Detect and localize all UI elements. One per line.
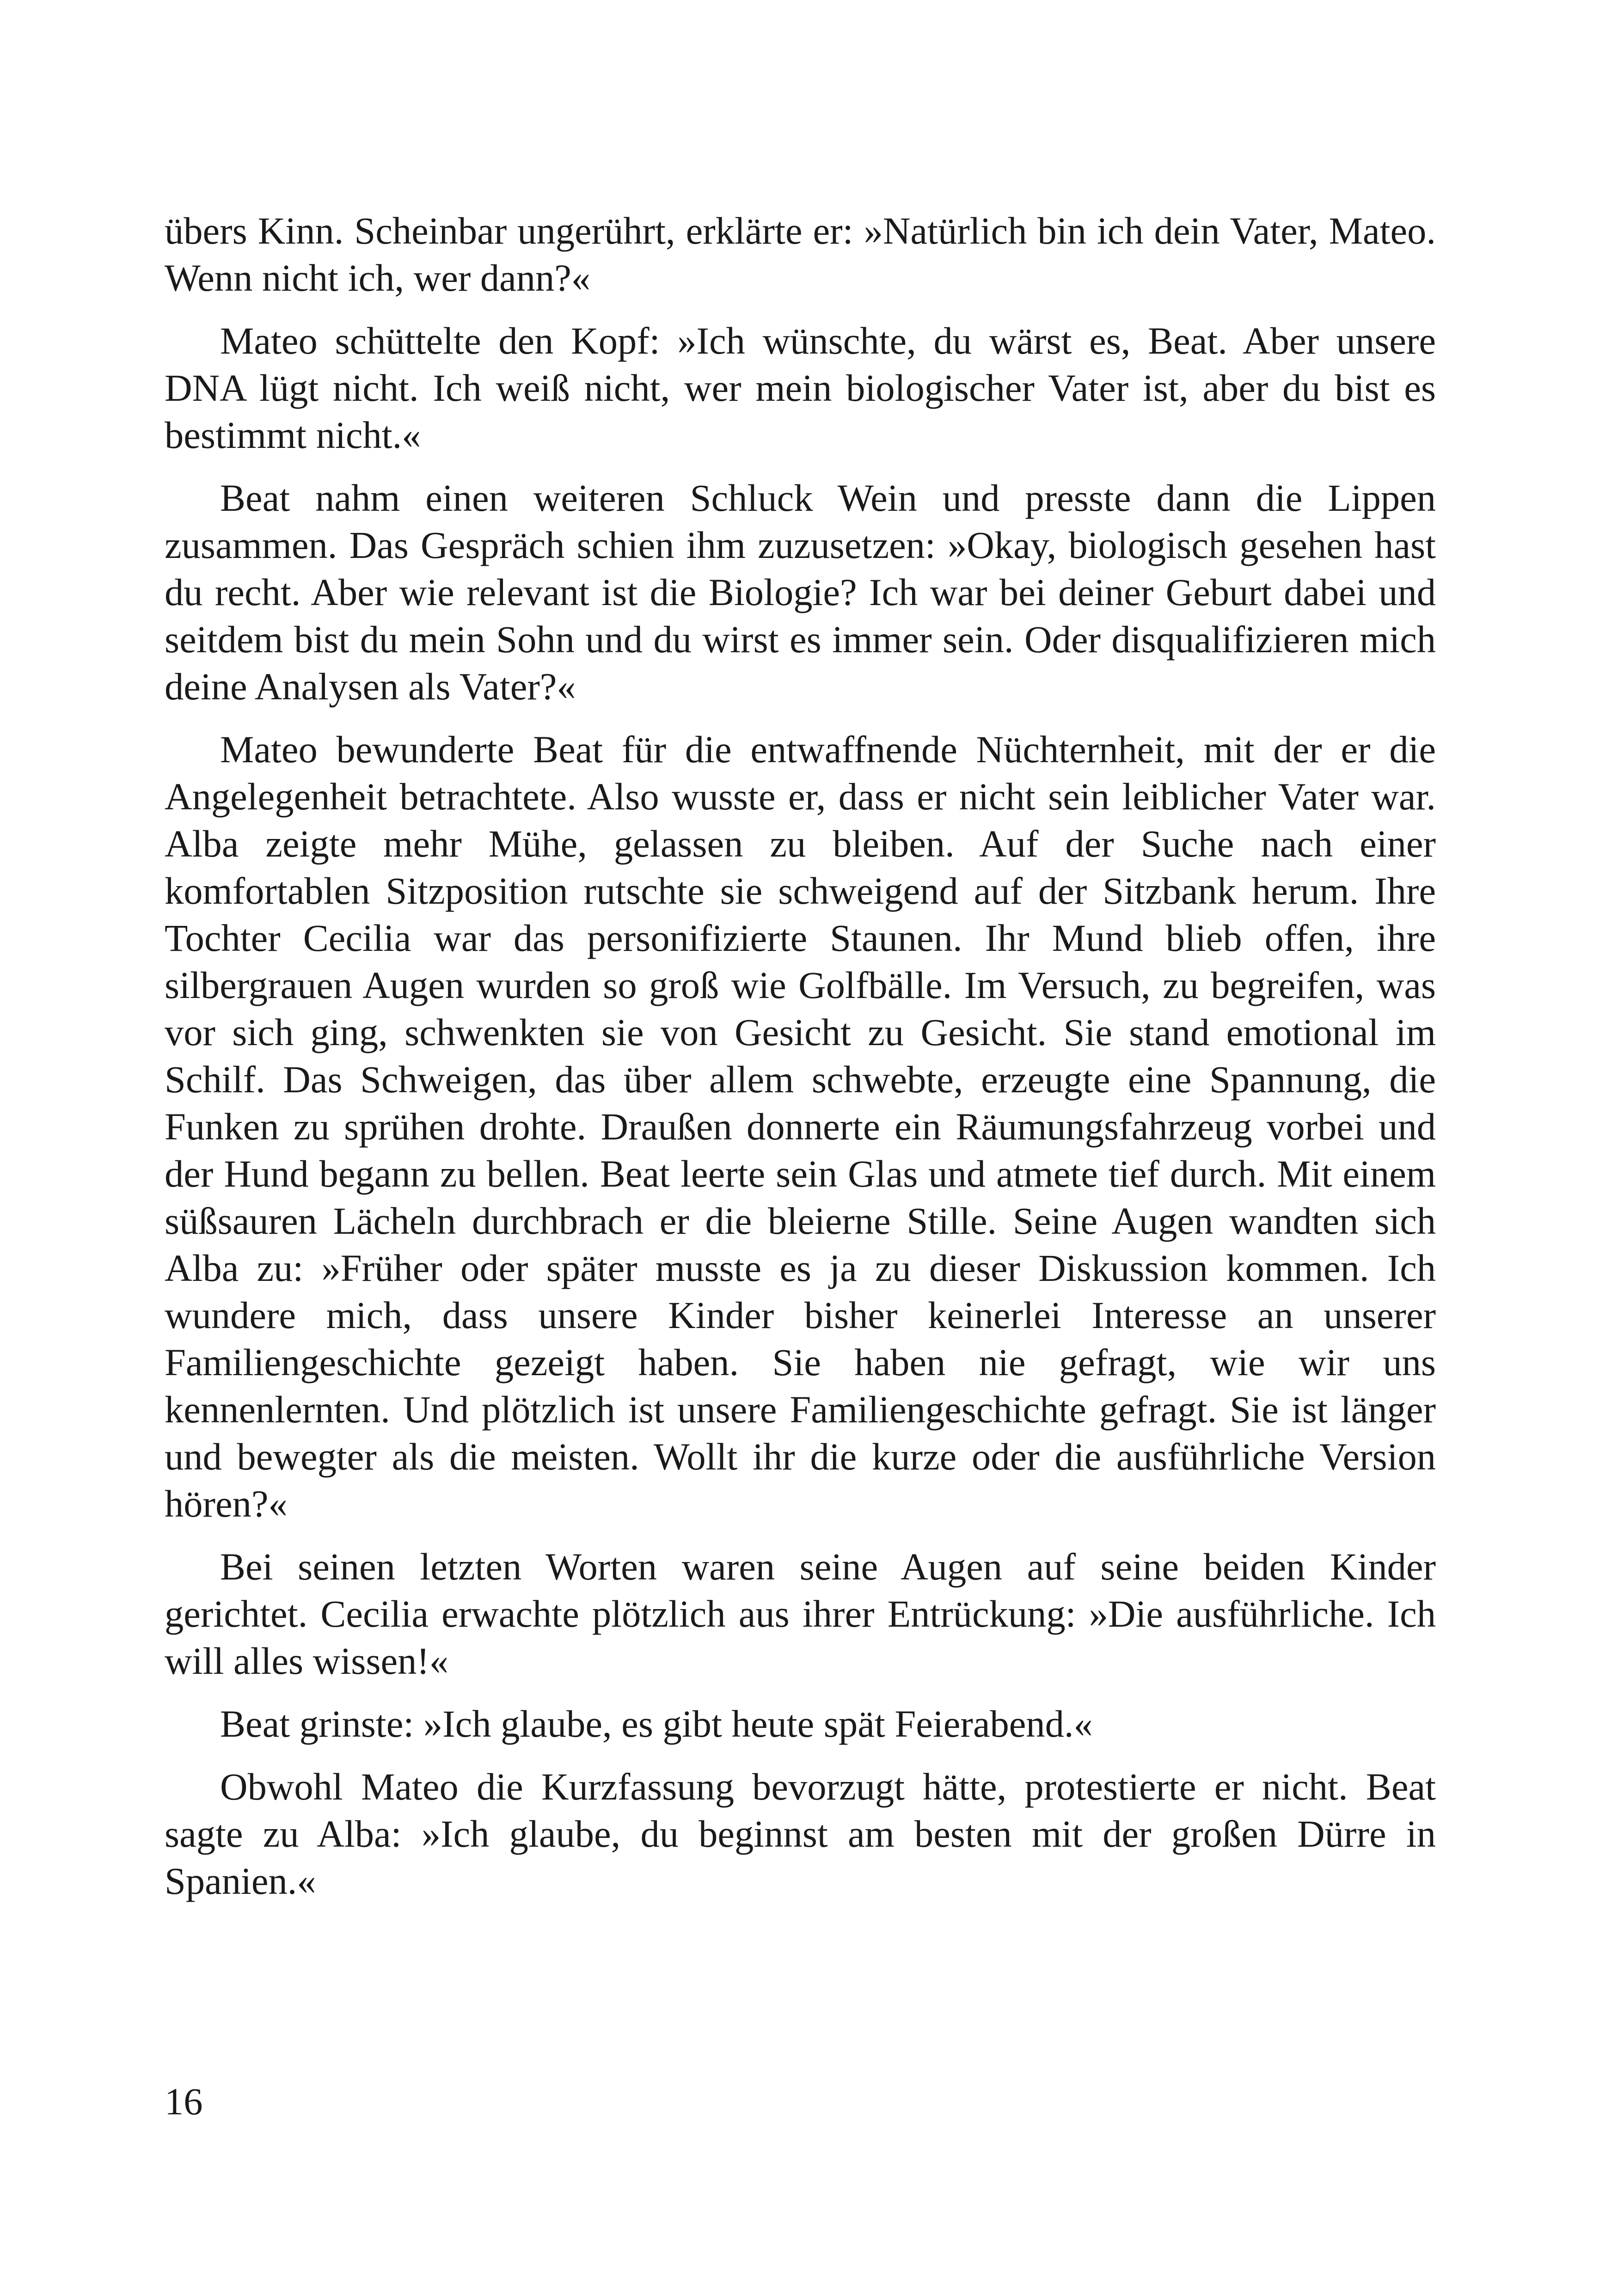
paragraph: Bei seinen letzten Worten waren seine Augen auf seine beiden Kinder gerichtet. Cecilia erwachte plötzlich aus ihrer Entrückung: »Die ausführliche. Ich will alles wissen!« bbox=[165, 1545, 1436, 1682]
paragraph-continuation: übers Kinn. Scheinbar ungerührt, erklärte er: »Natürlich bin ich dein Vater, Mateo. Wenn nicht ich, wer dann?« bbox=[165, 209, 1436, 299]
paragraph: Beat nahm einen weiteren Schluck Wein und presste dann die Lippen zusammen. Das Gespräch schien ihm zuzusetzen: »Okay, biologisch gesehen hast du recht. Aber wie relevant ist die Biologie? Ich war bei deiner Geburt dabei und seitdem bist du mein Sohn und du wirst es immer sein. Oder disqualifizieren mich deine Analysen als Vater?« bbox=[165, 477, 1436, 708]
paragraph: Beat grinste: »Ich glaube, es gibt heute spät Feierabend.« bbox=[220, 1702, 1093, 1745]
paragraph: Mateo schüttelte den Kopf: »Ich wünschte, du wärst es, Beat. Aber unsere DNA lügt nicht. Ich weiß nicht, wer mein biologischer Vater ist, aber du bist es bestimmt nicht.« bbox=[165, 319, 1436, 456]
paragraph: Mateo bewunderte Beat für die entwaffnende Nüchternheit, mit der er die Angelegenheit betrachtete. Also wusste er, dass er nicht sein leiblicher Vater war. Alba zeigte mehr Mühe, gelassen zu bleiben. Auf der Suche nach einer komfortablen Sitzposition rutschte sie schweigend auf der Sitzbank herum. Ihre Tochter Cecilia war das personifizierte Staunen. Ihr Mund blieb offen, ihre silbergrauen Augen wurden so groß wie Golfbälle. Im Versuch, zu begreifen, was vor sich ging, schwenkten sie von Gesicht zu Gesicht. Sie stand emotional im Schilf. Das Schweigen, das über allem schwebte, erzeugte eine Spannung, die Funken zu sprühen drohte. Draußen donnerte ein Räumungsfahrzeug vorbei und der Hund begann zu bellen. Beat leerte sein Glas und atmete tief durch. Mit einem süßsauren Lächeln durchbrach er die bleierne Stille. Seine Augen wandten sich Alba zu: »Früher oder später musste es ja zu dieser Diskussion kommen. Ich wundere mich, dass unsere Kinder bisher keinerlei Interesse an unserer Familiengeschichte gezeigt haben. Sie haben nie gefragt, wie wir uns kennenlernten. Und plötzlich ist unsere Familiengeschichte gefragt. Sie ist länger und bewegter als die meisten. Wollt ihr die kurze oder die ausführliche Version hören?« bbox=[165, 728, 1436, 1525]
body-text bbox=[165, 207, 1436, 1920]
paragraph: Obwohl Mateo die Kurzfassung bevorzugt hätte, protestierte er nicht. Beat sagte zu Alba: »Ich glaube, du beginnst am besten mit der großen Dürre in Spanien.« bbox=[165, 1765, 1436, 1902]
page-number: 16 bbox=[165, 2080, 203, 2123]
